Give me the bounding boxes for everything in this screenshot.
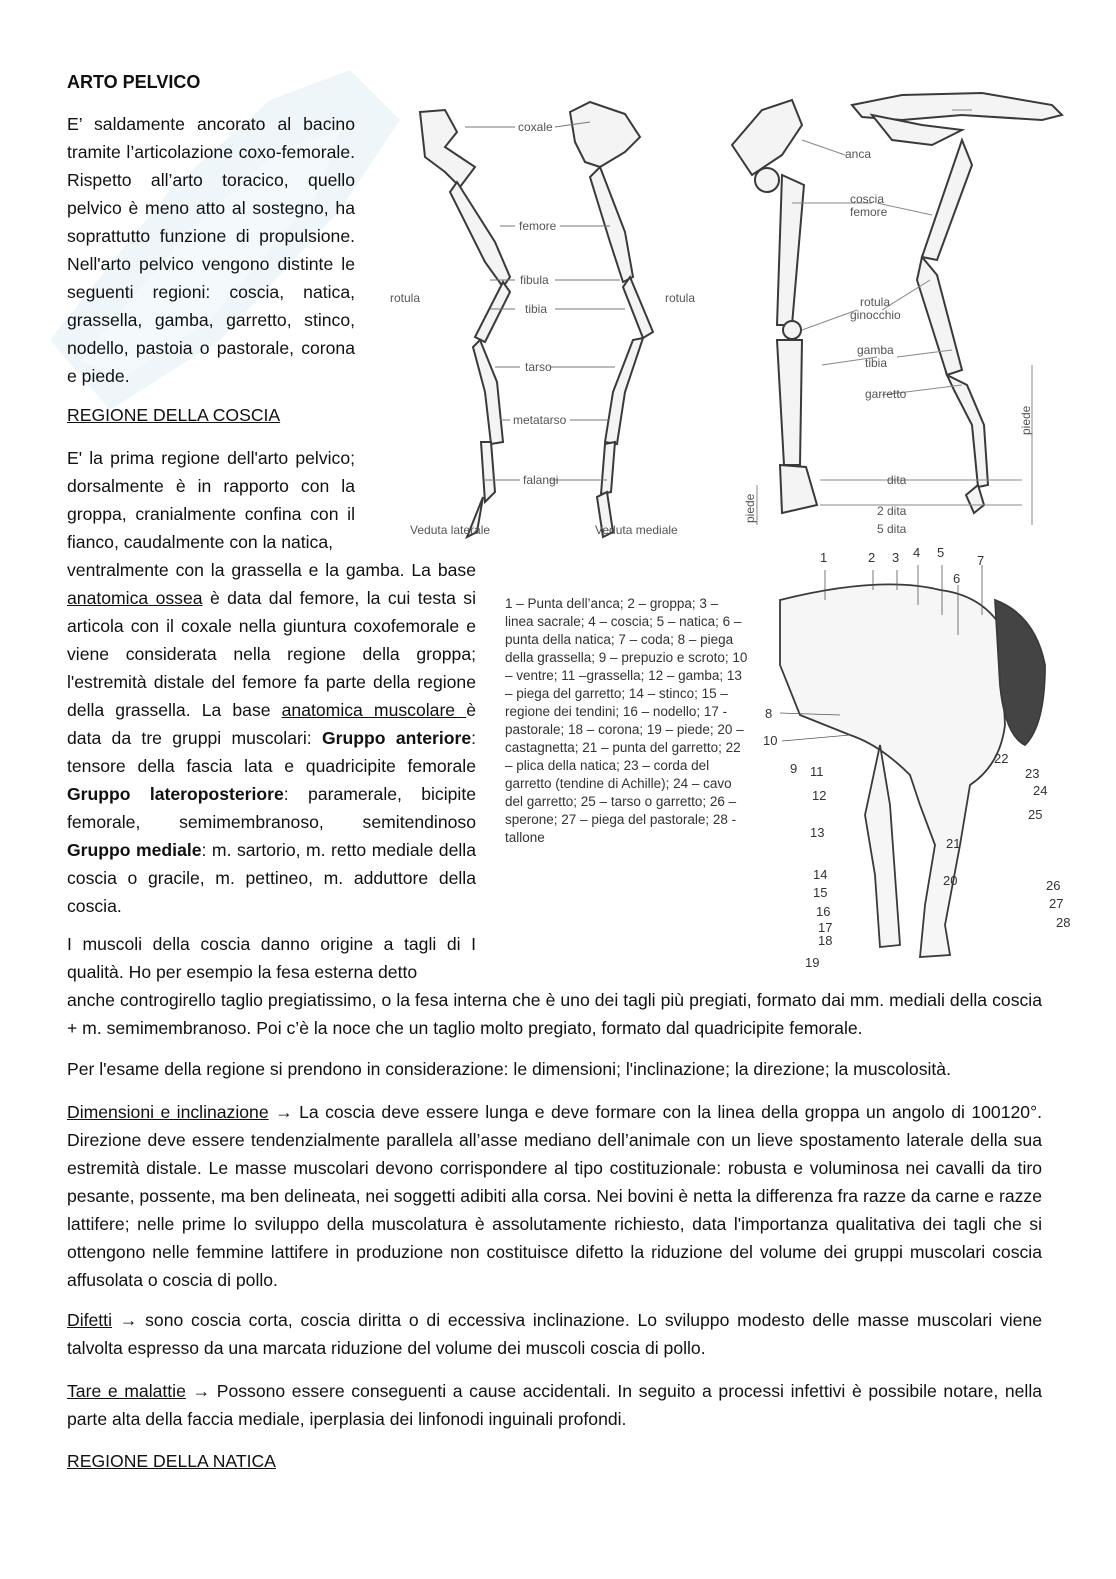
fig3-num-27: 27 [1049,896,1064,911]
fig3-num-2: 2 [868,550,876,565]
link-anatomica-ossea: anatomica ossea [67,588,203,608]
label-tibia-2: tibia [865,356,888,370]
caption-veduta-laterale: Veduta laterale [410,523,491,537]
tare-label: Tare e malattie [67,1381,186,1401]
section-heading-coscia: REGIONE DELLA COSCIA [67,405,281,425]
fig3-num-18: 18 [818,933,833,948]
tagli-paragraph-wide: anche controgirello taglio pregiatissimo, o la fesa interna che è uno dei tagli più pregiati, formato dai mm. mediali della coscia + m. semimembranoso. Poi c’è la noce che un taglio molto pregiato, formato dal quadricipite femorale. [67,990,1042,1038]
label-femore: femore [519,219,557,233]
coscia-paragraph: ventralmente con la grassella e la gamba. La base anatomica ossea è data dal femore, la cui testa si articola con il coxale nella giuntura coxofemorale e viene considerata nella regione della groppa; l'estremità distale del femore fa parte della regione della grassella. La base anatomica muscolare è data da tre gruppi muscolari: Gruppo anteriore: tensore della fascia lata e quadricipite femorale Gruppo lateroposteriore: paramerale, bicipite femorale, semimembranoso, semitendinoso Gruppo mediale: m. sartorio, m. retto mediale della coscia o gracile, m. pettineo, m. adduttore della coscia. [67,560,476,916]
label-rotula-2: rotula [860,295,891,309]
arrow-icon: → [275,1102,293,1122]
figure-pelvic-skeletons [722,85,1082,545]
label-ginocchio: ginocchio [850,308,901,322]
dimensioni-paragraph: Dimensioni e inclinazione → La coscia deve essere lunga e deve formare con la linea della groppa un angolo di 100120°. Direzione deve essere tendenzialmente parallela all’asse mediano dell’animale con un lieve spostamento laterale della sua estremità distale. Le masse muscolari devono corrispondere al tipo costituzionale: robusta e voluminosa nei cavalli da tiro pesante, possente, ma ben delineata, nei soggetti adibiti alla corsa. Nei bovini è netta la differenza fra razze da carne e razze lattifere; nelle prime lo sviluppo della muscolatura è assolutamente richiesto, data l'importanza qualitativa dei tagli che si ottengono nelle femmine lattifere in produzione non costituisce difetto la riduzione del volume dei gruppi muscolari coscia affusolata o coscia di pollo. [67,1102,1042,1290]
link-anatomica-muscolare: anatomica muscolare [281,700,467,720]
fig3-num-7: 7 [977,553,985,568]
label-gamba: gamba [857,343,894,357]
label-piede-right: piede [1019,405,1033,435]
fig3-num-25: 25 [1028,807,1043,822]
label-rotula-left: rotula [390,291,421,305]
label-anca: anca [845,147,872,161]
fig3-num-20: 20 [943,873,958,888]
label-rotula-right: rotula [665,291,696,305]
fig3-num-15: 15 [813,885,828,900]
arrow-icon: → [192,1381,211,1401]
fig3-num-10: 10 [763,733,778,748]
fig3-num-4: 4 [913,545,921,560]
fig3-num-21: 21 [946,836,961,851]
fig3-num-13: 13 [810,825,825,840]
fig3-num-23: 23 [1025,766,1040,781]
label-femore-2: femore [850,205,888,219]
label-metatarso: metatarso [513,413,567,427]
label-dita: dita [887,473,907,487]
fig3-num-5: 5 [937,545,945,560]
arrow-icon: → [119,1310,138,1330]
fig3-num-1: 1 [820,550,828,565]
figure-horse-hindquarter [760,545,1090,975]
fig3-num-22: 22 [994,751,1009,766]
fig3-num-26: 26 [1046,878,1061,893]
coscia-paragraph-narrow: E' la prima regione dell'arto pelvico; dorsalmente è in rapporto con la groppa, cranialmente confina con il fianco, caudalmente con la natica, [67,448,355,552]
label-5-dita: 5 dita [877,522,907,536]
label-garretto: garretto [865,387,907,401]
fig3-num-14: 14 [813,867,828,882]
intro-paragraph: E’ saldamente ancorato al bacino tramite l’articolazione coxo-femorale. Rispetto all’arto toracico, quello pelvico è meno atto al sostegno, ha soprattutto funzione di propulsione. Nell'arto pelvico vengono distinte le seguenti regioni: coscia, natica, grassella, gamba, garretto, stinco, nodello, pastoia o pastorale, corona e piede. [67,114,355,386]
label-coxale: coxale [518,120,553,134]
fig3-num-16: 16 [816,904,831,919]
label-tarso: tarso [525,360,552,374]
label-falangi: falangi [523,473,559,487]
fig3-num-24: 24 [1033,783,1048,798]
fig3-num-9: 9 [790,761,798,776]
caption-veduta-mediale: Veduta mediale [595,523,678,537]
gruppo-mediale: Gruppo mediale [67,840,202,860]
difetti-paragraph: Difetti → sono coscia corta, coscia diritta o di eccessiva inclinazione. Lo sviluppo modesto delle masse muscolari viene talvolta espresso da una marcata riduzione del volume dei muscoli coscia di pollo. [67,1310,1043,1358]
fig3-num-6: 6 [953,571,961,586]
label-tibia: tibia [525,302,548,316]
label-fibula: fibula [520,273,549,287]
gruppo-anteriore: Gruppo anteriore [321,728,472,748]
label-piede-left: piede [743,493,757,523]
fig3-num-3: 3 [892,550,900,565]
tagli-paragraph-narrow: I muscoli della coscia danno origine a tagli di I qualità. Ho per esempio la fesa esterna detto [67,934,476,982]
label-coscia: coscia [850,192,885,206]
dimensioni-label: Dimensioni e inclinazione [67,1102,269,1122]
page-title: ARTO PELVICO [67,72,201,92]
fig3-num-11: 11 [810,764,824,779]
gruppo-lateroposteriore: Gruppo lateroposteriore [67,784,284,804]
fig3-num-12: 12 [812,788,827,803]
fig3-num-8: 8 [765,706,773,721]
figure-skeleton-views [385,92,715,547]
label-2-dita: 2 dita [877,504,907,518]
section-heading-natica: REGIONE DELLA NATICA [67,1451,276,1471]
esame-paragraph: Per l'esame della regione si prendono in considerazione: le dimensioni; l'inclinazione; la direzione; la muscolosità. [67,1059,951,1079]
figure-legend: 1 – Punta dell’anca; 2 – groppa; 3 – linea sacrale; 4 – coscia; 5 – natica; 6 – punta della natica; 7 – coda; 8 – piega della grassella; 9 – prepuzio e scroto; 10 – ventre; 11 –grassella; 12 – gamba; 13 – piega del garretto; 14 – stinco; 15 – regione dei tendini; 16 – nodello; 17 - pastorale; 18 – corona; 19 – piede; 20 – castagnetta; 21 – punta del garretto; 22 – plica della natica; 23 – corda del garretto (tendine di Achille); 24 – cavo del garretto; 25 – tarso o garretto; 26 – sperone; 27 – piega del pastorale; 28 - tallone [505,596,748,845]
fig3-num-17: 17 [818,920,833,935]
fig3-num-28: 28 [1056,915,1071,930]
tare-paragraph: Tare e malattie → Possono essere conseguenti a cause accidentali. In seguito a processi infettivi è possibile notare, nella parte alta della faccia mediale, iperplasia dei linfonodi inguinali profondi. [67,1381,1043,1429]
difetti-label: Difetti [67,1310,112,1330]
fig3-num-19: 19 [805,955,820,970]
